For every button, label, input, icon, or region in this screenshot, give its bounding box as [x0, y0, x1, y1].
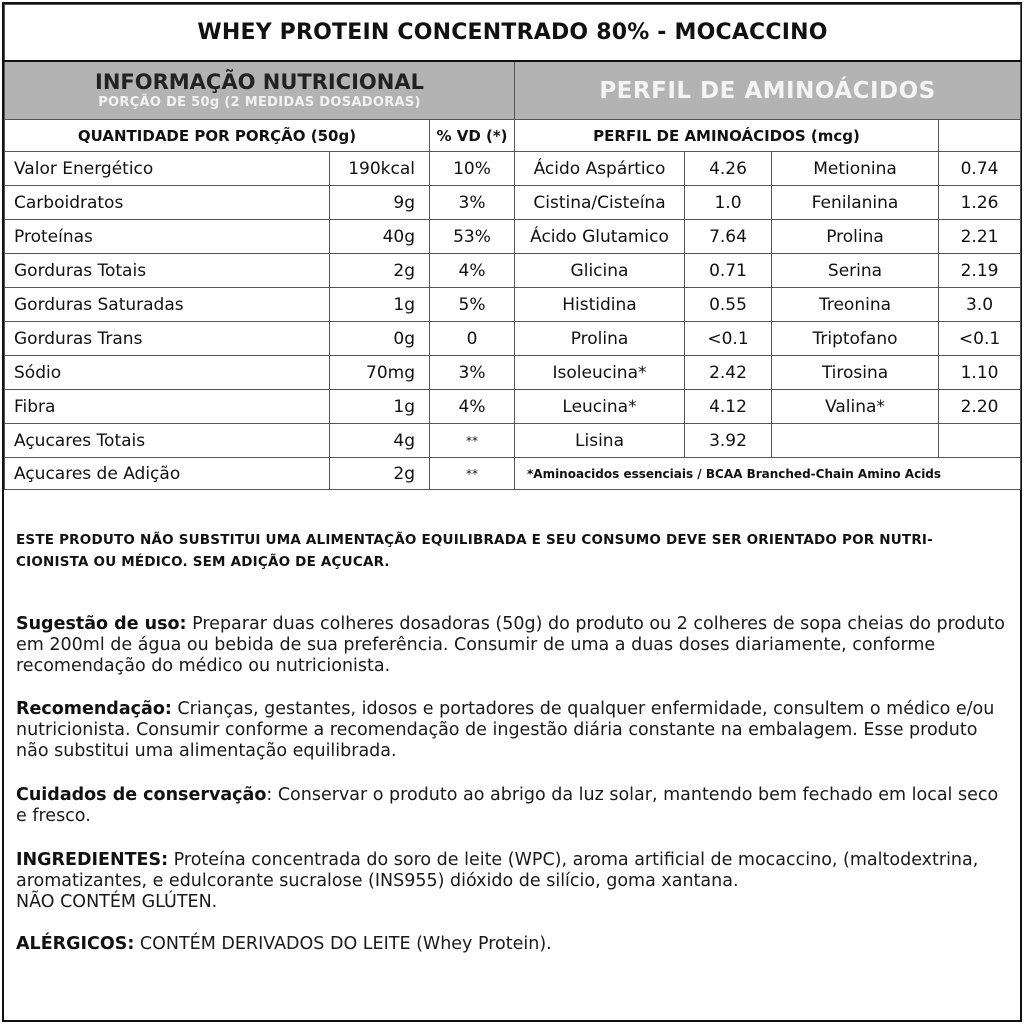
amino-value: 3.92	[685, 424, 772, 458]
amino-name: Cistina/Cisteína	[515, 186, 685, 220]
nutrient-amount: 4g	[330, 424, 430, 458]
amino-name: Triptofano	[772, 322, 939, 356]
nutrient-vd: **	[430, 424, 515, 458]
nutrition-heading: INFORMAÇÃO NUTRICIONAL	[95, 70, 424, 94]
nutrient-name: Açucares Totais	[5, 424, 330, 458]
disclaimer-line: ESTE PRODUTO NÃO SUBSTITUI UMA ALIMENTAÇÃO EQUILIBRADA E SEU CONSUMO DEVE SER ORIENTADO POR NUTRI-	[16, 532, 933, 548]
table-row	[5, 152, 1021, 186]
product-title: WHEY PROTEIN CONCENTRADO 80% - MOCACCINO	[5, 5, 1021, 62]
allergens-label: ALÉRGICOS:	[16, 934, 135, 954]
nutrition-heading-band	[5, 61, 515, 120]
nutrition-amino-table	[4, 4, 1021, 490]
nutrient-vd: 53%	[430, 220, 515, 254]
nutrient-amount: 1g	[330, 288, 430, 322]
ingredients-text: Proteína concentrada do soro de leite (WPC), aroma artificial de mocaccino, (maltodextrina, aromatizantes, e edulcorante sucralose (INS955) dióxido de silício, goma xantana.	[16, 850, 979, 891]
disclaimer-line: CIONISTA OU MÉDICO. SEM ADIÇÃO DE AÇUCAR.	[16, 554, 390, 570]
table-row	[5, 322, 1021, 356]
nutrient-amount: 190kcal	[330, 152, 430, 186]
label-frame	[2, 2, 1022, 1022]
usage-text: Preparar duas colheres dosadoras (50g) do produto ou 2 colheres de sopa cheias do produto em 200ml de água ou bebida de sua preferência. Consumir de uma a duas doses diariamente, conforme recomendação do médico ou nutricionista.	[16, 614, 1005, 676]
amino-name: Glicina	[515, 254, 685, 288]
nutrient-amount: 9g	[330, 186, 430, 220]
amino-value: 0.71	[685, 254, 772, 288]
amino-value: 0.74	[939, 152, 1021, 186]
amino-name: Tirosina	[772, 356, 939, 390]
amino-name: Leucina*	[515, 390, 685, 424]
amino-name: Treonina	[772, 288, 939, 322]
amino-name: Valina*	[772, 390, 939, 424]
amino-name: Ácido Aspártico	[515, 152, 685, 186]
nutrient-name: Açucares de Adição	[5, 458, 330, 490]
allergens-paragraph	[16, 934, 1006, 955]
amino-column-header: PERFIL DE AMINOÁCIDOS (mcg)	[515, 120, 939, 152]
nutrient-amount: 2g	[330, 458, 430, 490]
amino-value: 1.0	[685, 186, 772, 220]
amino-value: 4.26	[685, 152, 772, 186]
nutrient-vd: 5%	[430, 288, 515, 322]
nutrient-amount: 0g	[330, 322, 430, 356]
vd-column-header: % VD (*)	[430, 120, 515, 152]
nutrient-amount: 1g	[330, 390, 430, 424]
amino-name: Prolina	[772, 220, 939, 254]
table-row	[5, 458, 1021, 490]
nutrient-vd: 3%	[430, 186, 515, 220]
table-row	[5, 424, 1021, 458]
ingredients-paragraph	[16, 850, 1006, 913]
ingredients-label: INGREDIENTES:	[16, 850, 169, 870]
nutrient-name: Sódio	[5, 356, 330, 390]
storage-text: : Conservar o produto ao abrigo da luz solar, mantendo bem fechado em local seco e fresco.	[16, 785, 999, 826]
nutrient-amount: 70mg	[330, 356, 430, 390]
amino-heading: PERFIL DE AMINOÁCIDOS	[515, 61, 1021, 120]
amino-value: 2.42	[685, 356, 772, 390]
amino-value	[939, 424, 1021, 458]
amino-value: 2.21	[939, 220, 1021, 254]
amino-name: Ácido Glutamico	[515, 220, 685, 254]
storage-paragraph	[16, 785, 1006, 827]
recommendation-paragraph	[16, 699, 1006, 762]
recommendation-label: Recomendação:	[16, 699, 172, 719]
nutrient-vd: 3%	[430, 356, 515, 390]
serving-size: PORÇÃO DE 50g (2 MEDIDAS DOSADORAS)	[98, 95, 421, 110]
nutrient-vd: **	[430, 458, 515, 490]
table-row	[5, 186, 1021, 220]
table-row	[5, 356, 1021, 390]
nutrient-name: Proteínas	[5, 220, 330, 254]
amino-value: <0.1	[939, 322, 1021, 356]
nutrient-amount: 40g	[330, 220, 430, 254]
amino-name: Prolina	[515, 322, 685, 356]
nutrient-name: Gorduras Totais	[5, 254, 330, 288]
nutrient-amount: 2g	[330, 254, 430, 288]
amino-value: 4.12	[685, 390, 772, 424]
nutrient-name: Gorduras Trans	[5, 322, 330, 356]
amino-name	[772, 424, 939, 458]
amino-name: Serina	[772, 254, 939, 288]
amino-header-empty	[939, 120, 1021, 152]
table-row	[5, 390, 1021, 424]
nutrient-vd: 10%	[430, 152, 515, 186]
amino-name: Isoleucina*	[515, 356, 685, 390]
amino-value: 2.19	[939, 254, 1021, 288]
quantity-column-header: QUANTIDADE POR PORÇÃO (50g)	[5, 120, 430, 152]
amino-name: Histidina	[515, 288, 685, 322]
storage-label: Cuidados de conservação	[16, 785, 267, 805]
nutrient-vd: 4%	[430, 390, 515, 424]
amino-value: 0.55	[685, 288, 772, 322]
gluten-statement: NÃO CONTÉM GLÚTEN.	[16, 892, 218, 912]
amino-name: Fenilanina	[772, 186, 939, 220]
amino-value: 1.10	[939, 356, 1021, 390]
usage-label: Sugestão de uso:	[16, 614, 187, 634]
amino-value: 3.0	[939, 288, 1021, 322]
nutrient-name: Carboidratos	[5, 186, 330, 220]
amino-value: 1.26	[939, 186, 1021, 220]
amino-value: 7.64	[685, 220, 772, 254]
usage-paragraph	[16, 614, 1006, 677]
amino-value: 2.20	[939, 390, 1021, 424]
recommendation-text: Crianças, gestantes, idosos e portadores de qualquer enfermidade, consultem o médico e/ou nutricionista. Consumir conforme a recomendação de ingestão diária constante na embalagem. Esse produto não substitui uma alimentação equilibrada.	[16, 699, 995, 761]
allergens-text: CONTÉM DERIVADOS DO LEITE (Whey Protein).	[134, 934, 552, 954]
amino-value: <0.1	[685, 322, 772, 356]
nutrient-name: Valor Energético	[5, 152, 330, 186]
amino-footnote: *Aminoacidos essenciais / BCAA Branched-Chain Amino Acids	[515, 458, 1021, 490]
nutrient-vd: 0	[430, 322, 515, 356]
nutrient-vd: 4%	[430, 254, 515, 288]
amino-name: Metionina	[772, 152, 939, 186]
table-row	[5, 254, 1021, 288]
disclaimer	[16, 529, 996, 573]
table-row	[5, 220, 1021, 254]
nutrient-name: Gorduras Saturadas	[5, 288, 330, 322]
nutrient-name: Fibra	[5, 390, 330, 424]
table-row	[5, 288, 1021, 322]
amino-name: Lisina	[515, 424, 685, 458]
